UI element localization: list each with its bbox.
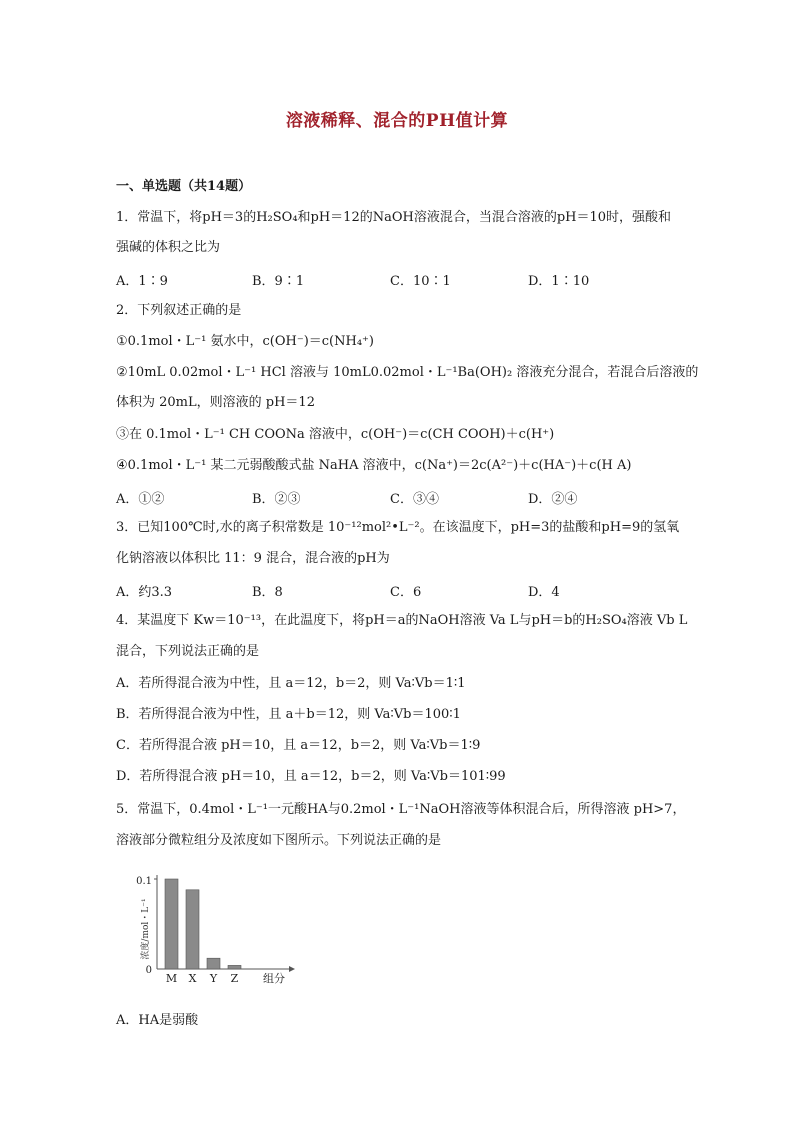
q2-statement-2-line2: 体积为 20mL，则溶液的 pH＝12 <box>116 395 315 410</box>
y-axis-label: 浓度/mol・L⁻¹ <box>141 898 151 960</box>
q3-option-c: C．6 <box>390 585 422 600</box>
q5-stem-line1: 5．常温下，0.4mol・L⁻¹一元酸HA与0.2mol・L⁻¹NaOH溶液等体积混合后，所得溶液 pH>7， <box>116 802 686 817</box>
x-axis-label: 组分 <box>263 972 285 985</box>
q3-stem-line1: 3．已知100℃时,水的离子积常数是 10⁻¹²mol²•L⁻²。在该温度下，pH=3的盐酸和pH=9的氢氧 <box>116 520 680 535</box>
q1-stem-line1: 1．常温下，将pH＝3的H₂SO₄和pH＝12的NaOH溶液混合，当混合溶液的pH＝10时，强酸和 <box>116 210 672 225</box>
q5-option-a: A．HA是弱酸 <box>116 1013 199 1028</box>
q2-stem: 2．下列叙述正确的是 <box>116 303 242 318</box>
bar-y <box>207 958 220 969</box>
section-heading: 一、单选题（共14题） <box>116 179 252 194</box>
q4-stem-line1: 4．某温度下 Kw＝10⁻¹³，在此温度下，将pH＝a的NaOH溶液 Va L与pH＝b的H₂SO₄溶液 Vb L <box>116 613 688 628</box>
q2-statement-2-line1: ②10mL 0.02mol・L⁻¹ HCl 溶液与 10mL0.02mol・L⁻¹Ba(OH)₂ 溶液充分混合，若混合后溶液的 <box>116 365 699 380</box>
q2-option-b: B．②③ <box>252 492 301 507</box>
q3-option-d: D．4 <box>528 585 560 600</box>
category-label-m: M <box>165 972 178 985</box>
category-label-z: Z <box>230 972 239 985</box>
concentration-bar-chart <box>124 865 299 990</box>
q1-option-a: A．1∶9 <box>116 274 168 289</box>
q2-statement-1: ①0.1mol・L⁻¹ 氨水中，c(OH⁻)＝c(NH₄⁺) <box>116 334 374 349</box>
y-tick-0: 0 <box>145 965 152 976</box>
q4-option-d: D．若所得混合液 pH＝10，且 a＝12，b＝2，则 Va∶Vb＝101∶99 <box>116 769 506 784</box>
q2-option-d: D．②④ <box>528 492 578 507</box>
q2-statement-3: ③在 0.1mol・L⁻¹ CH COONa 溶液中，c(OH⁻)＝c(CH COOH)＋c(H⁺) <box>116 427 555 442</box>
q2-statement-4: ④0.1mol・L⁻¹ 某二元弱酸酸式盐 NaHA 溶液中，c(Na⁺)＝2c(A²⁻)＋c(HA⁻)＋c(H A) <box>116 458 632 473</box>
q4-option-c: C．若所得混合液 pH＝10，且 a＝12，b＝2，则 Va∶Vb＝1∶9 <box>116 738 481 753</box>
q1-option-c: C．10∶1 <box>390 274 451 289</box>
bar-x <box>186 890 199 969</box>
q4-option-b: B．若所得混合液为中性，且 a＋b＝12，则 Va∶Vb＝100∶1 <box>116 707 461 722</box>
category-label-y: Y <box>209 972 218 985</box>
q4-option-a: A．若所得混合液为中性，且 a＝12，b＝2，则 Va∶Vb＝1∶1 <box>116 676 466 691</box>
x-axis-arrow <box>289 966 295 972</box>
document-title: 溶液稀释、混合的PH值计算 <box>285 111 509 131</box>
q5-stem-line2: 溶液部分微粒组分及浓度如下图所示。下列说法正确的是 <box>116 833 442 848</box>
q2-option-c: C．③④ <box>390 492 439 507</box>
q1-option-d: D．1∶10 <box>528 274 590 289</box>
q3-option-b: B．8 <box>252 585 283 600</box>
q3-stem-line2: 化钠溶液以体积比 11：9 混合，混合液的pH为 <box>116 551 390 566</box>
q4-stem-line2: 混合，下列说法正确的是 <box>116 644 260 659</box>
q1-option-b: B．9∶1 <box>252 274 305 289</box>
bar-m <box>165 879 178 969</box>
y-tick-0-1: 0.1 <box>136 876 152 887</box>
q1-stem-line2: 强碱的体积之比为 <box>116 240 221 255</box>
category-label-x: X <box>188 972 197 985</box>
q2-option-a: A．①② <box>116 492 165 507</box>
q3-option-a: A．约3.3 <box>116 585 173 600</box>
bar-z <box>228 965 241 969</box>
